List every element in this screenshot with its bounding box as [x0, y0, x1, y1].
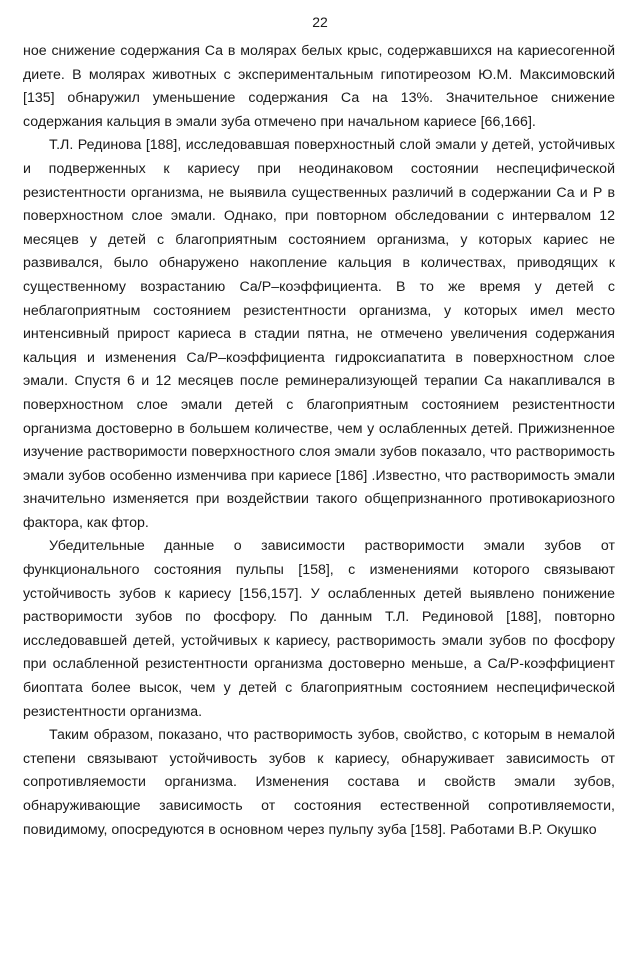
paragraph-4: Таким образом, показано, что растворимость зубов, свойство, с которым в немалой степени связывают устойчивость зубов к кариесу, обнаруживает зависимость от сопротивляемости организма. Изменения состава и свойств эмали зубов, обнаруживающие зависимость от состояния естественной сопротивляемости, повидимому, опосредуются в основном через пульпу зуба [158]. Работами В.Р. Окушко — [23, 727, 615, 838]
paragraph-1: ное снижение содержания Са в молярах белых крыс, содержавшихся на кариесогенной диете. В молярах животных с экспериментальным гипотиреозом Ю.М. Максимовский [135] обнаружил уменьшение содержания Са на 13%. Значительное снижение содержания кальция в эмали зуба отмечено при начальном кариесе [66,166]. — [23, 43, 615, 130]
paragraph-3: Убедительные данные о зависимости растворимости эмали зубов от функционального состояния пульпы [158], с изменениями которого связывают устойчивость зубов к кариесу [156,157]. У ослабленных детей выявлено понижение растворимости зубов по фосфору. По данным Т.Л. Рединовой [188], повторно исследовавшей детей, устойчивых к кариесу, растворимость эмали зубов по фосфору при ослабленной резистентности организма достоверно меньше, а Са/Р-коэффициент биоптата более высок, чем у детей с благоприятным состоянием неспецифической резистентности организма. — [23, 538, 615, 720]
page-body — [23, 40, 615, 842]
page-number: 22 — [312, 14, 328, 30]
paragraph-2: Т.Л. Рединова [188], исследовавшая поверхностный слой эмали у детей, устойчивых и подверженных к кариесу при неодинаковом состоянии неспецифической резистентности организма, не выявила существенных различий в содержании Са и Р в поверхностном слое эмали. Однако, при повторном обследовании с интервалом 12 месяцев у детей с благоприятным состоянием организма, у которых кариес не развивался, было обнаружено накопление кальция в количествах, приводящих к существенному возрастанию Са/Р–коэффициента. В то же время у детей с неблагоприятным состоянием резистентности организма, у которых имел место интенсивный прирост кариеса в стадии пятна, не отмечено увеличения содержания кальция и изменения Са/Р–коэффициента гидроксиапатита в поверхностном слое эмали. Спустя 6 и 12 месяцев после реминерализующей терапии Са накапливался в поверхностном слое эмали детей с благоприятным состоянием резистентности организма достоверно в большем количестве, чем у ослабленных детей. Прижизненное изучение растворимости поверхностного слоя эмали зубов показало, что растворимость эмали зубов особенно изменчива при кариесе [186] .Известно, что растворимость эмали значительно изменяется при воздействии такого общепризнанного противокариозного фактора, как фтор. — [23, 137, 615, 531]
